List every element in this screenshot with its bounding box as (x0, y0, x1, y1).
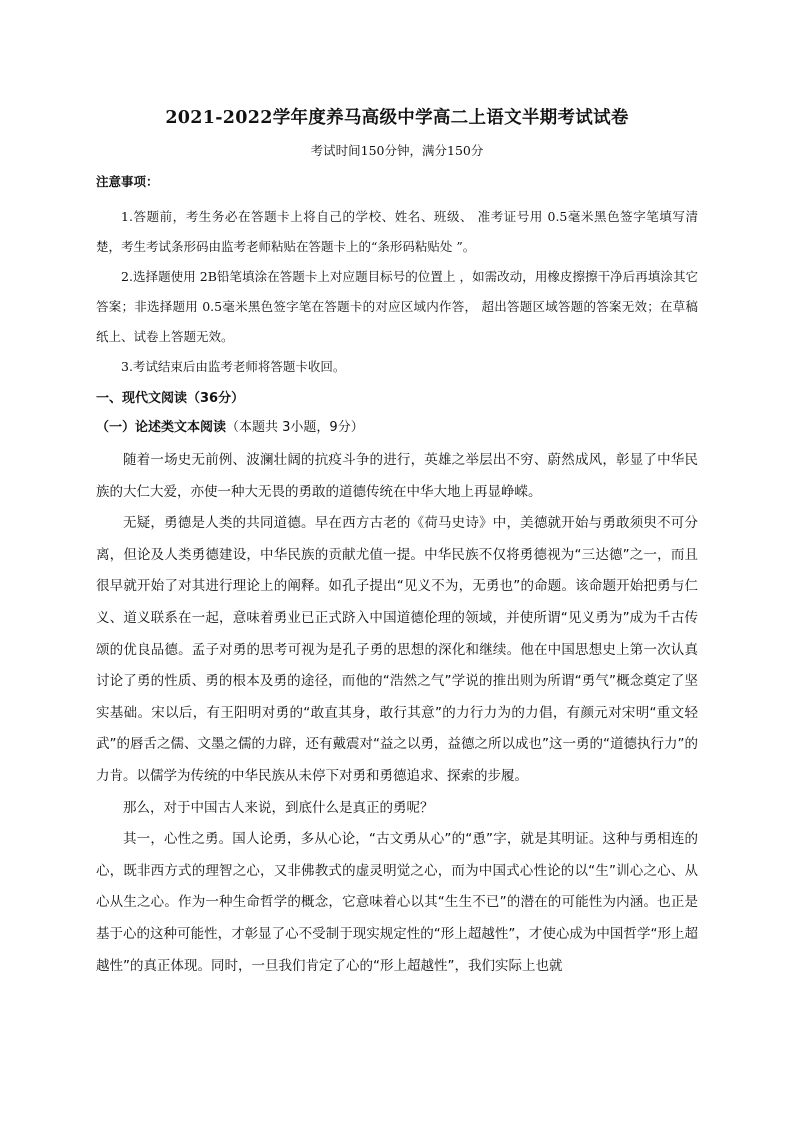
notice-item-2: 2.选择题使用 2B铅笔填涂在答题卡上对应题目标号的位置上 ，如需改动，用橡皮擦擦干净后再填涂其它答案；非选择题用 0.5毫米黑色签字笔在答题卡的对应区域内作答， 超出答题区域答题的答案无效；在草稿纸上、试卷上答题无效。 (96, 269, 698, 344)
notice-heading: 注意事项： (96, 174, 159, 189)
notice-item-3: 3.考试结束后由监考老师将答题卡收回。 (121, 359, 346, 374)
sub-section-title: （一）论述类文本阅读 (96, 420, 227, 435)
section-heading: 一、现代文阅读（36分） (96, 391, 245, 406)
paragraph: 随着一场史无前例、波澜壮阔的抗疫斗争的进行，英雄之举层出不穷、蔚然成风，彰显了中华民族的大仁大爱，亦使一种大无畏的勇敢的道德传统在中华大地上再显峥嵘。 (96, 452, 698, 500)
paragraph: 无疑，勇德是人类的共同道德。早在西方古老的《荷马史诗》中，美德就开始与勇敢须臾不可分离，但论及人类勇德建设，中华民族的贡献尤值一提。中华民族不仅将勇德视为“三达德”之一，而且很早就开始了对其进行理论上的阐释。如孔子提出“见义不为，无勇也”的命题。该命题开始把勇与仁义、道义联系在一起，意味着勇业已正式跻入中国道德伦理的领域，并使所谓“见义勇为”成为千古传颂的优良品德。孟子对勇的思考可视为是孔子勇的思想的深化和继续。他在中国思想史上第一次认真讨论了勇的性质、勇的根本及勇的途径，而他的“浩然之气”学说的推出则为所谓“勇气”概念奠定了坚实基础。宋以后，有王阳明对勇的“敢直其身，敢行其意”的力行力为的力倡，有颜元对宋明“重文轻武”的唇舌之儒、文墨之儒的力辟，还有戴震对“益之以勇，益德之所以成也”这一勇的“道德执行力”的力肯。以儒学为传统的中华民族从未停下对勇和勇德追求、探索的步履。 (96, 515, 698, 784)
paragraph: 那么，对于中国古人来说，到底什么是真正的勇呢？ (123, 799, 434, 816)
sub-section-note: （本题共 3小题，9分） (226, 420, 364, 435)
notice-item-1: 1.答题前，考生务必在答题卡上将自己的学校、姓名、班级、 准考证号用 0.5毫米黑色签字笔填写清楚，考生考试条形码由监考老师粘贴在答题卡上的“条形码粘贴处 ”。 (96, 209, 698, 254)
exam-info: 考试时间150分钟，满分150分 (310, 143, 484, 158)
paragraph: 其一，心性之勇。国人论勇，多从心论，“古文勇从心”的“恿”字，就是其明证。这种与勇相连的心，既非西方式的理智之心，又非佛教式的虚灵明觉之心，而为中国式心性论的以“生”训心之心、从心从生之心。作为一种生命哲学的概念，它意味着心以其“生生不已”的潜在的可能性为内涵。也正是基于心的这种可能性，才彰显了心不受制于现实规定性的“形上超越性”，才使心成为中国哲学“形上超越性”的真正体现。同时，一旦我们肯定了心的“形上超越性”，我们实际上也就 (96, 831, 698, 974)
sub-section-heading (96, 414, 698, 442)
page-title: 2021-2022学年度养马高级中学高二上语文半期考试试卷 (165, 108, 629, 128)
